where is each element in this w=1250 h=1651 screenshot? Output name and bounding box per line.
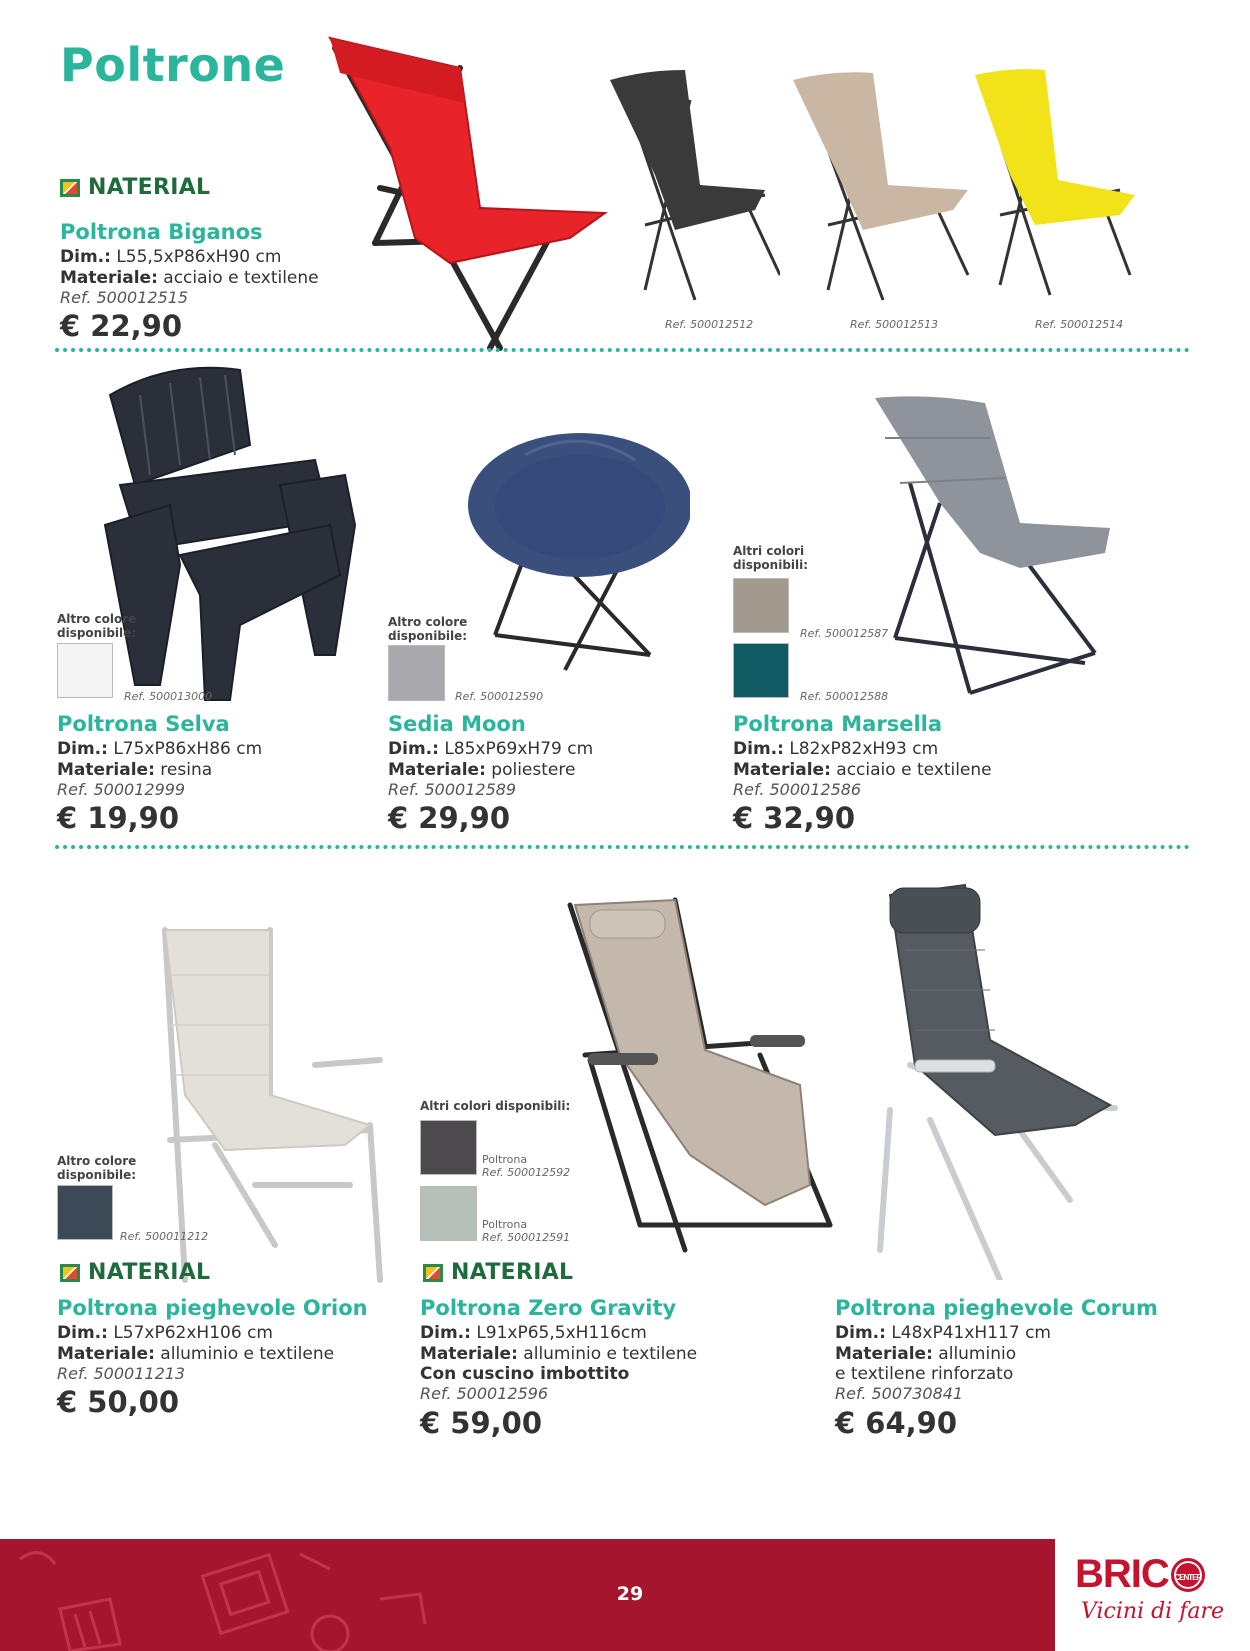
logo-center-badge: CENTER (1171, 1558, 1205, 1592)
product-material: alluminio (938, 1343, 1017, 1364)
swatch-item: Poltrona Ref. 500012591 (482, 1218, 571, 1245)
color-swatch-white[interactable] (57, 643, 113, 698)
product-price: € 19,90 (57, 801, 180, 836)
product-material: acciaio e textilene (163, 267, 319, 288)
brico-center-logo (1075, 1552, 1225, 1624)
product-material: resina (160, 759, 213, 780)
swatch-ref: Ref. 500011212 (120, 1230, 209, 1243)
color-swatch-slate[interactable] (57, 1185, 113, 1240)
product-price: € 32,90 (733, 801, 856, 836)
footer-band (0, 1539, 1055, 1651)
variant-ref: Ref. 500012512 (665, 318, 754, 331)
product-material: acciaio e textilene (836, 759, 992, 780)
product-material: poliestere (491, 759, 576, 780)
product-name: Poltrona pieghevole Corum (835, 1296, 1158, 1320)
product-name: Poltrona Zero Gravity (420, 1296, 677, 1320)
product-dimensions: L48xP41xH117 cm (891, 1323, 1051, 1344)
product-ref: Ref. 500011213 (57, 1363, 186, 1383)
logo-word: BRIC (1075, 1552, 1169, 1596)
naterial-logo-icon (60, 179, 80, 197)
product-dimensions: L85xP69xH79 cm (444, 739, 594, 760)
product-orion: Poltrona pieghevole Orion Dim.: L57xP62xH106 cm Materiale: alluminio e textilene Ref. 500011213 € 50,00 (57, 1296, 368, 1420)
swatch-label: Altro colore disponibile: (57, 612, 137, 640)
product-name: Poltrona Marsella (733, 712, 943, 736)
brand-naterial (60, 1260, 210, 1285)
product-corum: Poltrona pieghevole Corum Dim.: L48xP41xH117 cm Materiale: alluminio e textilene rinforzato Ref. 500730841 € 64,90 (835, 1296, 1158, 1440)
variant-ref: Ref. 500012514 (1035, 318, 1124, 331)
swatch-item: Poltrona Ref. 500012592 (482, 1153, 571, 1180)
product-ref: Ref. 500012586 (733, 779, 862, 799)
brand-naterial (60, 175, 210, 200)
swatch-label: Altri colori disponibili: (420, 1099, 571, 1113)
chair-image-biganos-red (320, 28, 610, 358)
chair-image-biganos-taupe (788, 65, 973, 315)
chair-image-marsella (870, 393, 1180, 698)
product-marsella: Poltrona Marsella Dim.: L82xP82xH93 cm Materiale: acciaio e textilene Ref. 500012586 € 32,90 (733, 712, 992, 836)
brand-naterial (423, 1260, 573, 1285)
product-dimensions: L55,5xP86xH90 cm (116, 247, 282, 268)
product-biganos: Poltrona Biganos Dim.: L55,5xP86xH90 cm Materiale: acciaio e textilene Ref. 500012515 € 22,90 (60, 220, 319, 344)
section-divider (55, 845, 1190, 849)
swatch-ref: Ref. 500012587 (800, 627, 889, 640)
swatch-ref: Ref. 500013000 (124, 690, 213, 703)
color-swatch-grey[interactable] (388, 645, 445, 701)
product-name: Poltrona Selva (57, 712, 230, 736)
chair-image-selva (100, 365, 370, 705)
product-zero-gravity: Poltrona Zero Gravity Dim.: L91xP65,5xH116cm Materiale: alluminio e textilene Con cuscino imbottito Ref. 500012596 € 59,00 (420, 1296, 698, 1440)
naterial-logo-icon (60, 1264, 80, 1282)
product-ref: Ref. 500012589 (388, 779, 517, 799)
chair-image-zero-gravity (560, 895, 845, 1255)
product-material: alluminio e textilene (160, 1343, 335, 1364)
product-extra: Con cuscino imbottito (420, 1363, 630, 1384)
color-swatch-anthracite[interactable] (420, 1120, 477, 1175)
page-title: Poltrone (60, 38, 286, 92)
color-swatch-taupe[interactable] (733, 578, 789, 633)
product-dimensions: L75xP86xH86 cm (113, 739, 263, 760)
product-ref: Ref. 500012515 (60, 287, 189, 307)
chair-image-corum (875, 880, 1120, 1280)
product-ref: Ref. 500012596 (420, 1384, 549, 1404)
product-ref: Ref. 500730841 (835, 1384, 964, 1404)
brand-label: NATERIAL (88, 1260, 211, 1285)
product-ref: Ref. 500012999 (57, 779, 186, 799)
product-price: € 64,90 (835, 1405, 958, 1440)
product-material-2: e textilene rinforzato (835, 1363, 1014, 1384)
naterial-logo-icon (423, 1264, 443, 1282)
product-moon: Sedia Moon Dim.: L85xP69xH79 cm Materiale: poliestere Ref. 500012589 € 29,90 (388, 712, 594, 836)
swatch-label: Altri colori disponibili: (733, 544, 809, 572)
product-name: Poltrona pieghevole Orion (57, 1296, 368, 1320)
product-price: € 59,00 (420, 1405, 543, 1440)
color-swatch-teal[interactable] (733, 643, 789, 698)
product-dimensions: L82xP82xH93 cm (789, 739, 939, 760)
product-price: € 22,90 (60, 309, 183, 344)
swatch-label: Altro colore disponibile: (388, 615, 468, 643)
swatch-label: Altro colore disponibile: (57, 1154, 137, 1182)
swatch-ref: Ref. 500012588 (800, 690, 889, 703)
brand-label: NATERIAL (88, 175, 211, 200)
page-number: 29 (616, 1583, 644, 1605)
product-name: Poltrona Biganos (60, 220, 263, 244)
product-dimensions: L57xP62xH106 cm (113, 1323, 273, 1344)
product-dimensions: L91xP65,5xH116cm (476, 1323, 647, 1344)
product-material: alluminio e textilene (523, 1343, 698, 1364)
variant-ref: Ref. 500012513 (850, 318, 939, 331)
product-price: € 50,00 (57, 1385, 180, 1420)
product-name: Sedia Moon (388, 712, 526, 736)
footer-tools-pattern-icon (0, 1539, 1055, 1651)
brand-label: NATERIAL (451, 1260, 574, 1285)
tagline: Vicini di fare (1081, 1599, 1224, 1624)
product-price: € 29,90 (388, 801, 511, 836)
chair-image-biganos-black (605, 65, 780, 315)
section-divider (55, 348, 1190, 352)
chair-image-moon (465, 425, 690, 675)
product-selva: Poltrona Selva Dim.: L75xP86xH86 cm Materiale: resina Ref. 500012999 € 19,90 (57, 712, 263, 836)
color-swatch-sage[interactable] (420, 1186, 477, 1241)
swatch-ref: Ref. 500012590 (455, 690, 544, 703)
chair-image-biganos-yellow (970, 65, 1140, 305)
